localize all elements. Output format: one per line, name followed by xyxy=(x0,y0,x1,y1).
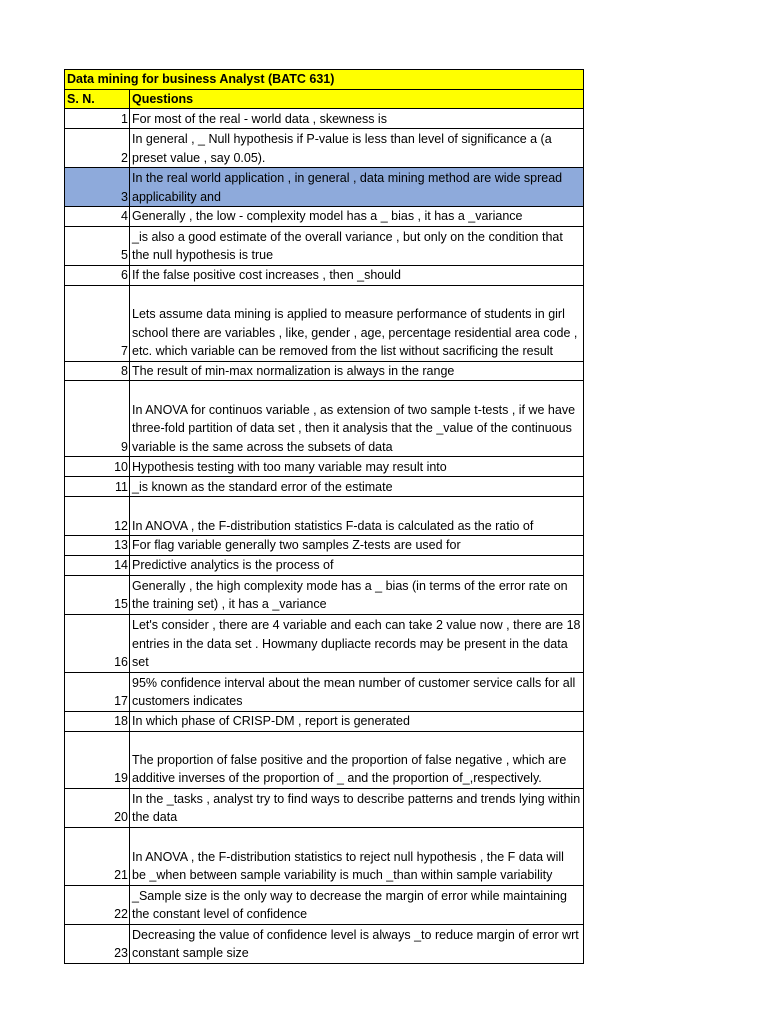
row-number-cell[interactable]: 21 xyxy=(65,827,130,885)
table-row xyxy=(65,168,584,207)
sheet-body xyxy=(65,70,584,964)
table-row xyxy=(65,536,584,556)
row-number-cell[interactable]: 8 xyxy=(65,361,130,381)
row-number-cell[interactable]: 23 xyxy=(65,924,130,963)
question-cell[interactable]: _is known as the standard error of the estimate xyxy=(130,477,584,497)
title-row xyxy=(65,70,584,90)
table-row xyxy=(65,477,584,497)
row-number-cell[interactable]: 18 xyxy=(65,711,130,731)
table-row xyxy=(65,924,584,963)
table-row xyxy=(65,497,584,536)
row-number-cell[interactable]: 1 xyxy=(65,109,130,129)
question-cell[interactable]: Hypothesis testing with too many variable may result into xyxy=(130,457,584,477)
question-cell[interactable]: In the _tasks , analyst try to find ways to describe patterns and trends lying within the data xyxy=(130,788,584,827)
table-row xyxy=(65,285,584,361)
row-number-cell[interactable]: 19 xyxy=(65,731,130,788)
question-sheet xyxy=(64,69,584,964)
table-row xyxy=(65,109,584,129)
question-cell[interactable]: The proportion of false positive and the proportion of false negative , which are additive inverses of the proportion of _ and the proportion of_,respectively. xyxy=(130,731,584,788)
row-number-cell[interactable]: 4 xyxy=(65,207,130,227)
table-row xyxy=(65,575,584,614)
question-cell[interactable]: In ANOVA , the F-distribution statistics F-data is calculated as the ratio of xyxy=(130,497,584,536)
row-number-cell[interactable]: 3 xyxy=(65,168,130,207)
question-cell[interactable]: Decreasing the value of confidence level is always _to reduce margin of error wrt constant sample size xyxy=(130,924,584,963)
table-row xyxy=(65,381,584,457)
table-row xyxy=(65,672,584,711)
question-cell[interactable]: _is also a good estimate of the overall variance , but only on the condition that the null hypothesis is true xyxy=(130,226,584,265)
table-row xyxy=(65,207,584,227)
header-questions[interactable]: Questions xyxy=(130,89,584,109)
table-row xyxy=(65,555,584,575)
question-cell[interactable]: For most of the real - world data , skewness is xyxy=(130,109,584,129)
question-cell[interactable]: Generally , the high complexity mode has a _ bias (in terms of the error rate on the training set) , it has a _variance xyxy=(130,575,584,614)
table-row xyxy=(65,711,584,731)
row-number-cell[interactable]: 17 xyxy=(65,672,130,711)
table-row xyxy=(65,129,584,168)
table-row xyxy=(65,788,584,827)
question-cell[interactable]: The result of min-max normalization is always in the range xyxy=(130,361,584,381)
question-cell[interactable]: Let's consider , there are 4 variable and each can take 2 value now , there are 18 entries in the data set . Howmany dupliacte records may be present in the data set xyxy=(130,614,584,672)
question-cell[interactable]: Predictive analytics is the process of xyxy=(130,555,584,575)
row-number-cell[interactable]: 12 xyxy=(65,497,130,536)
question-cell[interactable]: In the real world application , in general , data mining method are wide spread applicability and xyxy=(130,168,584,207)
question-cell[interactable]: In ANOVA , the F-distribution statistics to reject null hypothesis , the F data will be _when between sample variability is much _than within sample variability xyxy=(130,827,584,885)
header-sn[interactable]: S. N. xyxy=(65,89,130,109)
question-cell[interactable]: In which phase of CRISP-DM , report is generated xyxy=(130,711,584,731)
question-cell[interactable]: If the false positive cost increases , then _should xyxy=(130,265,584,285)
question-cell[interactable]: In general , _ Null hypothesis if P-value is less than level of significance a (a preset value , say 0.05). xyxy=(130,129,584,168)
table-row xyxy=(65,827,584,885)
row-number-cell[interactable]: 13 xyxy=(65,536,130,556)
question-cell[interactable]: Generally , the low - complexity model has a _ bias , it has a _variance xyxy=(130,207,584,227)
question-cell[interactable]: 95% confidence interval about the mean number of customer service calls for all customers indicates xyxy=(130,672,584,711)
header-row xyxy=(65,89,584,109)
row-number-cell[interactable]: 7 xyxy=(65,285,130,361)
row-number-cell[interactable]: 16 xyxy=(65,614,130,672)
table-row xyxy=(65,226,584,265)
table-row xyxy=(65,361,584,381)
question-cell[interactable]: For flag variable generally two samples Z-tests are used for xyxy=(130,536,584,556)
row-number-cell[interactable]: 5 xyxy=(65,226,130,265)
table-row xyxy=(65,457,584,477)
question-cell[interactable]: _Sample size is the only way to decrease the margin of error while maintaining the constant level of confidence xyxy=(130,885,584,924)
table-row xyxy=(65,265,584,285)
row-number-cell[interactable]: 14 xyxy=(65,555,130,575)
row-number-cell[interactable]: 10 xyxy=(65,457,130,477)
sheet-title[interactable]: Data mining for business Analyst (BATC 631) xyxy=(65,70,584,90)
row-number-cell[interactable]: 20 xyxy=(65,788,130,827)
row-number-cell[interactable]: 9 xyxy=(65,381,130,457)
row-number-cell[interactable]: 11 xyxy=(65,477,130,497)
table-row xyxy=(65,885,584,924)
question-cell[interactable]: Lets assume data mining is applied to measure performance of students in girl school there are variables , like, gender , age, percentage residential area code , etc. which variable can be removed from the list without sacrificing the result xyxy=(130,285,584,361)
table-row xyxy=(65,731,584,788)
table-row xyxy=(65,614,584,672)
row-number-cell[interactable]: 15 xyxy=(65,575,130,614)
row-number-cell[interactable]: 22 xyxy=(65,885,130,924)
row-number-cell[interactable]: 6 xyxy=(65,265,130,285)
row-number-cell[interactable]: 2 xyxy=(65,129,130,168)
question-cell[interactable]: In ANOVA for continuos variable , as extension of two sample t-tests , if we have three-fold partition of data set , then it analysis that the _value of the continuous variable is the same across the subsets of data xyxy=(130,381,584,457)
